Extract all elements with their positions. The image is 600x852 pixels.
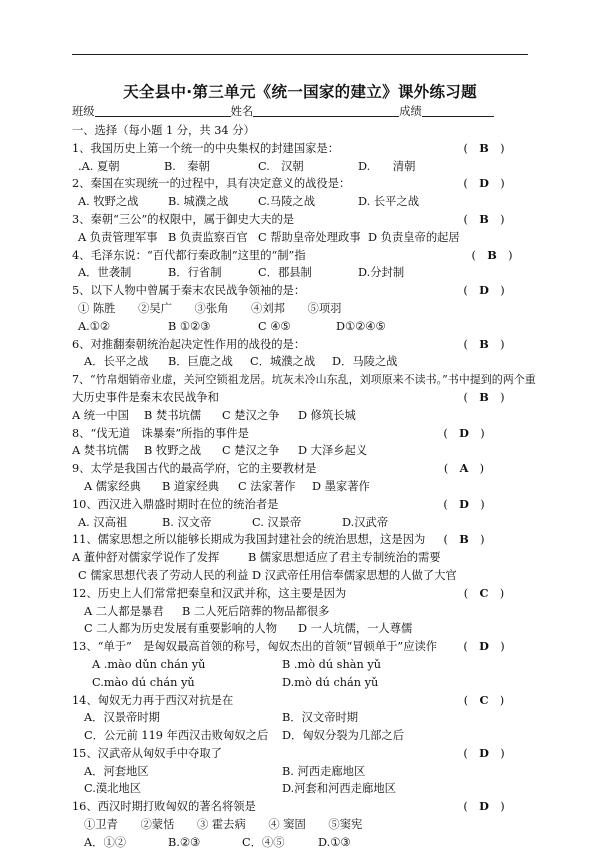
question-stem xyxy=(72,140,528,158)
class-label: 班级 xyxy=(72,105,95,118)
option-row xyxy=(72,353,528,371)
answer-option: D 汉武帝任用信奉儒家思想的人做了大官 xyxy=(252,568,457,582)
answer-letter: D xyxy=(479,745,489,760)
answer-option: A．河套地区 xyxy=(84,764,149,778)
name-label: 姓名 xyxy=(230,105,254,118)
answer-letter: D xyxy=(479,639,489,654)
option-row xyxy=(72,674,528,692)
answer-option: C．城濮之战 xyxy=(250,355,316,369)
option-row xyxy=(72,193,528,211)
answer-mark: ( B ) xyxy=(463,140,505,155)
question-text: ① 陈胜 ②吴广 ③张角 ④刘邦 ⑤项羽 xyxy=(78,301,342,315)
answer-mark: ( D ) xyxy=(463,283,505,298)
option-row xyxy=(72,318,528,336)
answer-letter: B xyxy=(479,140,489,155)
question-substem xyxy=(72,389,528,407)
question-text: 13、“单于” 是匈奴最高首领的称号，匈奴杰出的首领“冒顿单于”应读作 xyxy=(72,640,438,654)
class-field[interactable] xyxy=(95,103,231,117)
question-stem xyxy=(72,336,528,354)
answer-option: C 法家著作 xyxy=(238,479,296,493)
answer-option: B 儒家思想适应了君主专制统治的需要 xyxy=(248,551,441,565)
answer-option: C．④⑤ xyxy=(242,835,285,849)
answer-letter: D xyxy=(479,283,489,298)
question-stem xyxy=(72,247,528,265)
answer-option: D.河套和河西走廊地区 xyxy=(282,782,396,796)
question-stem xyxy=(72,175,528,193)
answer-option: C 二人都为历史发展有重要影响的人物 xyxy=(84,622,277,636)
answer-option: D①②④⑤ xyxy=(336,319,386,333)
answer-letter: C xyxy=(479,692,489,707)
answer-mark: ( B ) xyxy=(471,247,513,262)
option-row xyxy=(72,442,528,460)
question-text: 9、太学是我国古代的最高学府，它的主要教材是 xyxy=(72,462,317,476)
answer-letter: A xyxy=(459,461,469,476)
option-row xyxy=(72,478,528,496)
question-stem xyxy=(72,798,528,816)
question-stem xyxy=(72,282,528,300)
question-text: 大历史事件是秦末农民战争和 xyxy=(72,390,219,404)
answer-option: B .mò dú shàn yǔ xyxy=(282,657,382,671)
answer-option: .A. 夏朝 xyxy=(78,159,120,173)
answer-option: D 墨家著作 xyxy=(312,479,370,493)
worksheet xyxy=(72,103,536,852)
question-stem xyxy=(72,745,528,763)
answer-option: C ④⑤ xyxy=(258,319,291,333)
answer-letter: D xyxy=(459,425,469,440)
section-heading: 一、选择（每小题 1 分，共 34 分） xyxy=(72,124,255,137)
question-text: 15、汉武帝从匈奴手中夺取了 xyxy=(72,746,222,760)
answer-option: B. 秦朝 xyxy=(164,159,210,173)
option-row xyxy=(72,727,528,745)
answer-letter: D xyxy=(479,176,489,191)
answer-option: C 楚汉之争 xyxy=(222,444,280,458)
page-title: 天全县中·第三单元《统一国家的建立》课外练习题 xyxy=(123,83,477,101)
option-row xyxy=(72,567,528,585)
option-row xyxy=(72,264,528,282)
question-stem xyxy=(72,638,528,656)
question-text: 11、儒家思想之所以能够长期成为我国封建社会的统治思想，这是因为 xyxy=(72,533,426,547)
answer-option: C 楚汉之争 xyxy=(222,408,280,422)
option-row xyxy=(72,709,528,727)
answer-option: D．匈奴分裂为几部之后 xyxy=(282,729,405,743)
answer-option: D 负责皇帝的起居 xyxy=(368,230,460,244)
answer-mark: ( D ) xyxy=(443,496,485,511)
answer-option: D.分封制 xyxy=(358,266,405,280)
answer-letter: D xyxy=(479,799,489,814)
answer-option: D.①③ xyxy=(318,835,351,849)
answer-option: C.mào dú chán yǔ xyxy=(92,675,195,689)
question-text: 8、“伐无道 诛暴秦”所指的事件是 xyxy=(72,426,249,440)
answer-mark: ( B ) xyxy=(463,389,505,404)
option-row xyxy=(72,407,528,425)
question-substem xyxy=(72,300,528,318)
question-text: 7、“竹帛烟销帝业虚，关河空锁祖龙居。坑灰未冷山东乱，刘项原来不读书。”书中提到的两个重 xyxy=(72,373,536,387)
answer-option: B. 汉文帝 xyxy=(162,515,212,529)
option-row xyxy=(72,158,528,176)
option-row xyxy=(72,514,528,532)
answer-option: A．世袭制 xyxy=(78,266,132,280)
question-text: ①卫青 ②蒙恬 ③ 霍去病 ④ 窦固 ⑤窦宪 xyxy=(84,818,363,832)
answer-option: D.mò dú chán yǔ xyxy=(282,675,379,689)
option-row xyxy=(72,834,528,852)
question-stem xyxy=(72,371,536,389)
question-text: 16、西汉时期打败匈奴的著名将领是 xyxy=(72,800,256,814)
question-substem xyxy=(72,816,528,834)
answer-mark: ( C ) xyxy=(463,692,505,707)
answer-option: B．巨鹿之战 xyxy=(168,355,233,369)
option-row xyxy=(72,780,528,798)
score-field[interactable] xyxy=(422,103,494,117)
answer-mark: ( B ) xyxy=(463,336,505,351)
answer-letter: B xyxy=(487,247,497,262)
answer-mark: ( D ) xyxy=(463,799,505,814)
student-info-line xyxy=(72,103,528,122)
question-text: 4、毛泽东说：“百代都行秦政制”这里的“制”指 xyxy=(72,248,306,262)
option-row xyxy=(72,656,528,674)
question-text: 10、西汉进入鼎盛时期时在位的统治者是 xyxy=(72,497,279,511)
answer-letter: B xyxy=(479,336,489,351)
question-stem xyxy=(72,531,528,549)
answer-letter: B xyxy=(459,532,469,547)
answer-mark: ( D ) xyxy=(463,745,505,760)
option-row xyxy=(72,603,528,621)
answer-option: A 统一中国 xyxy=(72,408,129,422)
answer-mark: ( B ) xyxy=(463,211,505,226)
answer-option: B 道家经典 xyxy=(162,479,220,493)
answer-option: B. 河西走廊地区 xyxy=(282,764,366,778)
option-row xyxy=(72,229,528,247)
answer-option: D. 长平之战 xyxy=(358,195,420,209)
answer-letter: B xyxy=(479,211,489,226)
answer-letter: B xyxy=(479,389,489,404)
answer-option: B. 城濮之战 xyxy=(168,195,229,209)
question-text: 5、以下人物中曾属于秦末农民战争领袖的是： xyxy=(72,284,306,298)
answer-option: A 负责管理军事 xyxy=(78,230,158,244)
answer-option: C 帮助皇帝处理政事 xyxy=(258,230,361,244)
question-text: 1、我国历史上第一个统一的中央集权的封建国家是： xyxy=(72,141,340,155)
answer-option: B 二人死后陪葬的物品都很多 xyxy=(182,604,330,618)
answer-option: C.漠北地区 xyxy=(84,782,142,796)
answer-option: C. 汉景帝 xyxy=(252,515,302,529)
option-row xyxy=(72,620,528,638)
answer-option: B．行省制 xyxy=(168,266,222,280)
answer-option: D.汉武帝 xyxy=(342,515,389,529)
question-stem xyxy=(72,692,528,710)
question-stem xyxy=(72,211,528,229)
answer-option: A．①② xyxy=(84,835,127,849)
name-field[interactable] xyxy=(253,103,399,117)
answer-option: A．长平之战 xyxy=(84,355,149,369)
answer-option: B.②③ xyxy=(168,835,201,849)
answer-option: A 焚书坑儒 xyxy=(72,444,129,458)
score-label: 成绩 xyxy=(399,105,422,118)
answer-option: D 一人坑儒，一人尊儒 xyxy=(298,622,413,636)
answer-option: D 修筑长城 xyxy=(298,408,356,422)
answer-option: A.①② xyxy=(78,319,111,333)
question-text: 3、秦朝“三公”的权限中，属于御史大夫的是 xyxy=(72,212,295,226)
answer-option: A．汉景帝时期 xyxy=(84,711,160,725)
answer-option: D 大泽乡起义 xyxy=(298,444,368,458)
question-stem xyxy=(72,496,528,514)
question-stem xyxy=(72,425,528,443)
answer-mark: ( D ) xyxy=(463,639,505,654)
answer-option: C. 汉朝 xyxy=(258,159,304,173)
answer-option: A. 牧野之战 xyxy=(78,195,139,209)
answer-option: A 董仲舒对儒家学说作了发挥 xyxy=(72,551,220,565)
answer-option: B 负责监察百官 xyxy=(168,230,248,244)
answer-option: C 儒家思想代表了劳动人民的利益 xyxy=(78,568,249,582)
answer-option: A. 汉高祖 xyxy=(78,515,128,529)
question-text: 14、匈奴无力再于西汉对抗是在 xyxy=(72,693,234,707)
top-rule xyxy=(72,54,528,55)
answer-option: C．公元前 119 年西汉击败匈奴之后 xyxy=(84,729,269,743)
answer-option: A 二人都是暴君 xyxy=(84,604,164,618)
answer-mark: ( D ) xyxy=(443,425,485,440)
answer-option: A 儒家经典 xyxy=(84,479,141,493)
answer-letter: C xyxy=(479,585,489,600)
question-stem xyxy=(72,585,528,603)
answer-option: B 焚书坑儒 xyxy=(144,408,202,422)
answer-option: B ①②③ xyxy=(168,319,211,333)
question-text: 6、对推翻秦朝统治起决定性作用的战役的是： xyxy=(72,337,306,351)
answer-mark: ( C ) xyxy=(463,585,505,600)
answer-option: B 牧野之战 xyxy=(144,444,202,458)
answer-option: C．郡县制 xyxy=(258,266,312,280)
answer-mark: ( D ) xyxy=(463,176,505,191)
answer-option: C.马陵之战 xyxy=(258,195,316,209)
answer-option: B．汉文帝时期 xyxy=(282,711,359,725)
answer-option: A .mào dǔn chán yǔ xyxy=(92,657,206,671)
answer-mark: ( B ) xyxy=(443,532,485,547)
option-row xyxy=(72,763,528,781)
answer-mark: ( A ) xyxy=(443,461,485,476)
answer-letter: D xyxy=(459,496,469,511)
question-text: 2、秦国在实现统一的过程中，具有决定意义的战役是： xyxy=(72,177,351,191)
question-stem xyxy=(72,460,528,478)
answer-option: D．马陵之战 xyxy=(332,355,398,369)
question-text: 12、历史上人们常常把秦皇和汉武并称，这主要是因为 xyxy=(72,586,347,600)
answer-option: D. 清朝 xyxy=(358,159,416,173)
option-row xyxy=(72,549,528,567)
